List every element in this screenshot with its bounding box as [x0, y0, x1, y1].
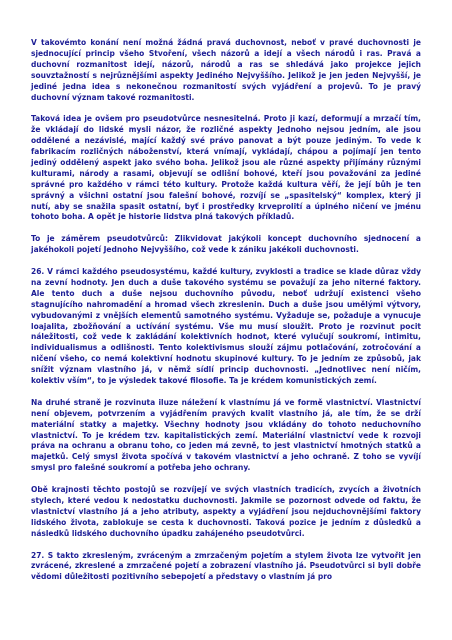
paragraph-6: Obě krajnosti těchto postojů se rozvíjejí ve svých vlastních tradicích, zvycích a životních stylech, které vedou k nedostatku duchovnosti. Jakmile se pozornost odvede od faktu, že vlastnictví vlastního já a jeho atributy, aspekty a vyjádření jsou nejduchovnějšími faktory lidského života, zablokuje se cesta k duchovnosti. Taková pozice je jedním z důsledků a následků lidského duchovního úpadku zahájeného pseudotvůrci.	[31, 485, 421, 538]
paragraph-4: 26. V rámci každého pseudosystému, každé kultury, zvyklosti a tradice se klade důraz vždy na zevní hodnoty. Jen duch a duše takového systému se považují za jeho niterné faktory. Ale tento duch a duše nejsou duchovního původu, neboť udržují existenci všeho stagnujícího nahromadění a hromad všech zkreslenin. Duch a duše jsou umělými výtvory, vybudovanými z vnějších elementů samotného systému. Vyžaduje se, požaduje a vynucuje loajalita, zbožňování a uctívání systému. Vše mu musí sloužit. Proto je rozvinut pocit náležitosti, což vede k zakládání kolektivních hodnot, které vylučují soukromí, intimitu, individualismus a odlišnosti. Tento kolektivismus slouží zájmu potlačování, zotročování a ničení všeho, co nemá kolektivní hodnotu skupinové kultury. To je jedním ze způsobů, jak snížit význam vlastního já, v němž sídlí princip duchovnosti. „Jednotlivec není ničím, kolektiv vším“, to je výsledek takové filosofie. Ta je krédem komunistických zemí.	[31, 266, 421, 386]
document-page	[31, 38, 421, 583]
paragraph-5: Na druhé straně je rozvinuta iluze náležení k vlastnímu já ve formě vlastnictví. Vlastnictví není objevem, potvrzením a vyjádřením pravých kvalit vlastního já, ale tím, že se drží materiální statky a majetky. Všechny hodnoty jsou vkládány do tohoto neduchovního vlastnictví. To je krédem tzv. kapitalistických zemí. Materiální vlastnictví vede k rozvoji práva na ochranu a obranu toho, co jeden má zevně, to jest vlastnictví hmotných statků a majetků. Celý smysl života spočívá v takovém vlastnictví a jeho ochraně. Z toho se vyvíjí smysl pro falešné soukromí a potřeba jeho ochrany.	[31, 397, 421, 473]
paragraph-7: 27. S takto zkresleným, zvráceným a zmrzačeným pojetím a stylem života lze vytvořit jen zvrácené, zkreslené a zmrzačené pojetí a zobrazení vlastního já. Pseudotvůrci si byli dobře vědomi důležitosti pozitivního sebepojetí a představy o vlastním já pro	[31, 550, 421, 582]
paragraph-3: To je záměrem pseudotvůrců: Zlikvidovat jakýkoli koncept duchovního sjednocení a jakéhokoli pojetí Jednoho Nejvyššího, což vede k zániku jakékoli duchovnosti.	[31, 234, 421, 255]
paragraph-1: V takovémto konání není možná žádná pravá duchovnost, neboť v pravé duchovnosti je sjednocující princip všeho Stvoření, všech názorů a idejí a všech národů i ras. Pravá a duchovní rozmanitost idejí, názorů, národů a ras se shledává jako projekce jejich souvztažností s nejrůznějšími aspekty Jediného Nejvyššího. Jelikož je jen jeden Nejvyšší, je jediné jedna idea s nekonečnou rozmanitostí svých vyjádření a projevů. To je pravý duchovní význam takové rozmanitosti.	[31, 38, 421, 102]
paragraph-2: Taková idea je ovšem pro pseudotvůrce nesnesitelná. Proto ji kazí, deformují a mrzačí tím, že vkládají do lidské mysli názor, že rozličné aspekty Jednoho nejsou jedním, ale jsou oddělené a nezávislé, mající každý své právo panovat a být pouze jediným. To vede k fabrikacím rozličných náboženství, která vnímají, vykládají, chápou a pojímají jen tento jediný oddělený aspekt jako svého boha. Jelikož jsou ale různé aspekty přijímány různými kulturami, národy a rasami, objevují se odlišní bohové, kteří jsou považováni za jediné správné pro každého v rámci této kultury. Protože každá kultura věří, že její bůh je ten správný a všichni ostatní jsou falešní bohové, rozvíjí se „spasitelský“ komplex, který ji nutí, aby se snažila spasit ostatní, byť i prostředky krveprolití a úplného ničení ve jménu tohoto boha. A opět je historie lidstva plná takových příkladů.	[31, 114, 421, 222]
